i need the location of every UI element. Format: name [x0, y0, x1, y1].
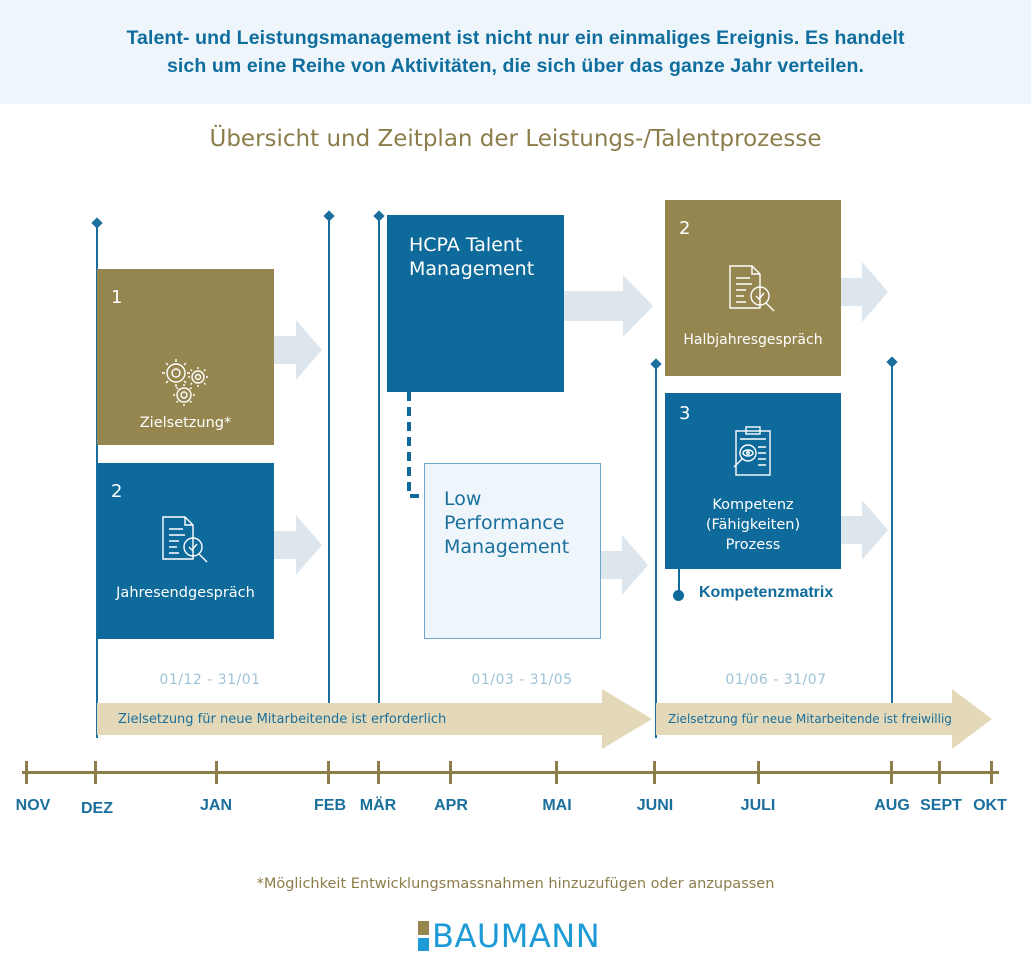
tick-sept: [938, 761, 941, 784]
phase-line-feb: [328, 216, 330, 706]
box-halbjahresgespraech: [665, 200, 841, 376]
box-label: Halbjahresgespräch: [683, 332, 823, 348]
month-label-apr: APR: [434, 797, 468, 814]
arrow-right-icon: [600, 535, 650, 595]
document-search-icon: [159, 513, 213, 567]
arrow-right-icon: [563, 275, 655, 337]
connector-dot: [673, 590, 684, 601]
arrow-right-icon: [840, 500, 890, 560]
box-label: Zielsetzung*: [139, 415, 232, 431]
date-range-phase-3: 01/06 - 31/07: [725, 672, 827, 688]
band-text-optional: Zielsetzung für neue Mitarbeitende ist freiwillig: [668, 712, 952, 726]
logo-mark-icon: [418, 921, 429, 951]
month-label-feb: FEB: [314, 797, 346, 814]
box-label: Jahresendgespräch: [116, 585, 255, 601]
tick-aug: [890, 761, 893, 784]
clipboard-eye-icon: [730, 425, 776, 477]
tick-dez: [94, 761, 97, 784]
month-label-okt: OKT: [973, 797, 1007, 814]
month-label-sept: SEPT: [920, 797, 962, 814]
gears-icon: [158, 357, 214, 407]
tick-mai: [555, 761, 558, 784]
month-label-dez: DEZ: [81, 800, 113, 817]
phase-line-juni: [655, 364, 657, 738]
month-label-jan: JAN: [199, 797, 233, 814]
month-label-juli: JULI: [740, 797, 776, 814]
tick-nov: [25, 761, 28, 784]
banner-line-2: sich um eine Reihe von Aktivitäten, die sich über das ganze Jahr verteilen.: [166, 55, 865, 77]
band-text-required: Zielsetzung für neue Mitarbeitende ist erforderlich: [118, 712, 447, 727]
month-label-mai: MAI: [542, 797, 572, 814]
date-range-phase-2: 01/03 - 31/05: [471, 672, 573, 688]
document-search-icon: [726, 262, 780, 316]
month-label-maer: MÄR: [359, 797, 397, 814]
tick-jan: [215, 761, 218, 784]
phase-line-maer: [378, 216, 380, 706]
arrow-right-icon: [274, 515, 324, 575]
phase-line-aug: [891, 362, 893, 708]
arrow-right-icon: [840, 262, 890, 322]
timeline-axis: [22, 771, 999, 774]
month-label-juni: JUNI: [636, 797, 674, 814]
box-title: HCPA Talent Management: [409, 234, 535, 280]
month-label-nov: NOV: [15, 797, 51, 814]
page-subtitle: Übersicht und Zeitplan der Leistungs-/Talentprozesse: [209, 126, 822, 152]
tick-maer: [377, 761, 380, 784]
box-title: Low Performance Management: [444, 488, 570, 558]
logo-text: BAUMANN: [432, 917, 601, 955]
step-number: 2: [111, 481, 123, 502]
box-zielsetzung: [97, 269, 274, 445]
box-hcpa-talent-management: [387, 215, 564, 392]
month-label-aug: AUG: [874, 797, 910, 814]
tick-feb: [327, 761, 330, 784]
step-number: 2: [679, 218, 691, 239]
tick-juli: [757, 761, 760, 784]
box-low-performance-management: [424, 463, 601, 639]
step-number: 1: [111, 287, 123, 308]
footnote: *Möglichkeit Entwicklungsmassnahmen hinzuzufügen oder anzupassen: [256, 876, 775, 892]
box-label: Kompetenz (Fähigkeiten) Prozess: [705, 497, 801, 553]
tick-okt: [990, 761, 993, 784]
baumann-logo: [418, 919, 600, 953]
box-jahresendgespraech: [97, 463, 274, 639]
banner-line-1: Talent- und Leistungsmanagement ist nicht nur ein einmaliges Ereignis. Es handelt: [126, 27, 905, 49]
date-range-phase-1: 01/12 - 31/01: [159, 672, 261, 688]
kompetenzmatrix-label: Kompetenzmatrix: [699, 584, 834, 601]
step-number: 3: [679, 403, 691, 424]
header-banner: [0, 0, 1031, 104]
arrow-right-icon: [274, 320, 324, 380]
tick-juni: [653, 761, 656, 784]
tick-apr: [449, 761, 452, 784]
box-kompetenz-prozess: [665, 393, 841, 569]
